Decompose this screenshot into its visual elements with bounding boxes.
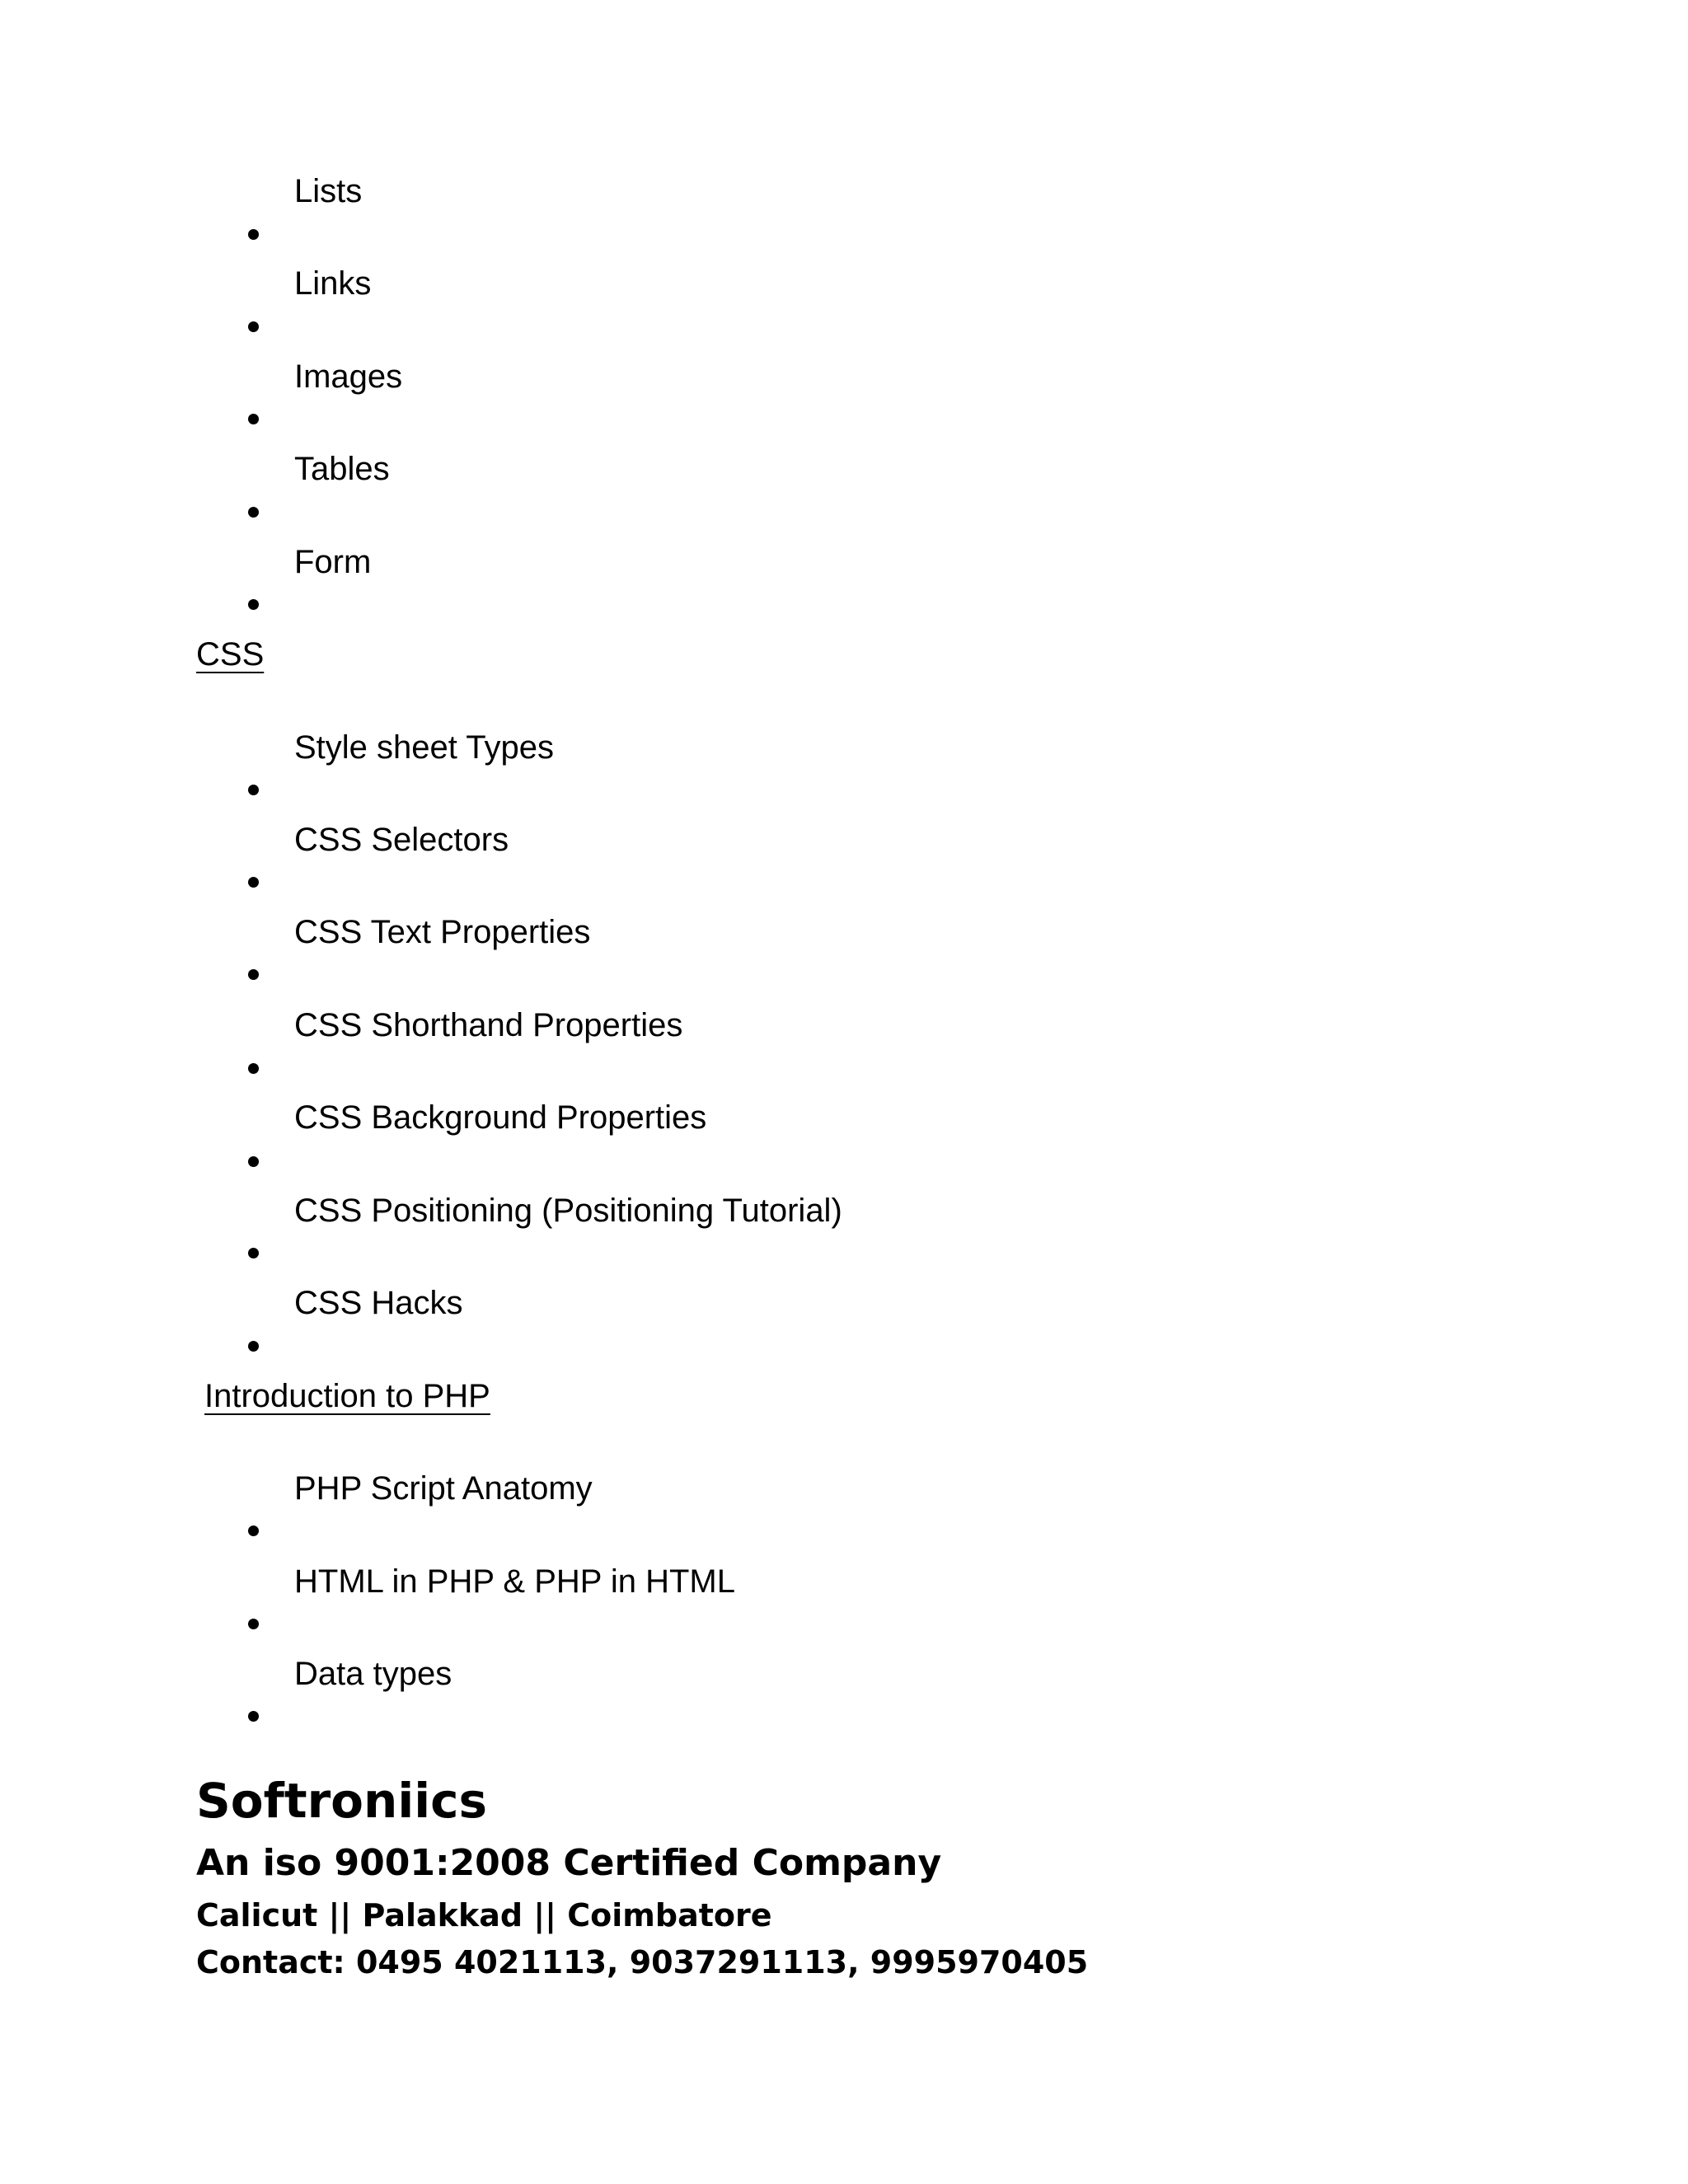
list-item: CSS Background Properties: [294, 1099, 707, 1136]
bullet-icon: [248, 1619, 259, 1629]
company-contact: Contact: 0495 4021113, 9037291113, 9995970405: [196, 1944, 1089, 1980]
company-name: Softroniics: [196, 1773, 487, 1829]
company-tagline: An iso 9001:2008 Certified Company: [196, 1842, 942, 1884]
list-item: CSS Text Properties: [294, 914, 591, 950]
list-item: Data types: [294, 1656, 452, 1692]
bullet-icon: [248, 785, 259, 795]
bullet-icon: [248, 321, 259, 332]
bullet-icon: [248, 229, 259, 240]
list-item: Style sheet Types: [294, 729, 554, 766]
list-item: Images: [294, 359, 403, 395]
list-item: PHP Script Anatomy: [294, 1470, 593, 1507]
bullet-icon: [248, 969, 259, 980]
bullet-icon: [248, 507, 259, 518]
bullet-icon: [248, 1248, 259, 1258]
list-item: Tables: [294, 451, 390, 487]
bullet-icon: [248, 1711, 259, 1722]
bullet-icon: [248, 877, 259, 888]
css-section-heading: CSS: [196, 636, 265, 673]
list-item: Lists: [294, 173, 363, 209]
list-item: CSS Positioning (Positioning Tutorial): [294, 1193, 842, 1229]
bullet-icon: [248, 1063, 259, 1074]
list-item: Links: [294, 265, 372, 302]
bullet-icon: [248, 414, 259, 424]
list-item: CSS Shorthand Properties: [294, 1007, 683, 1043]
bullet-icon: [248, 599, 259, 610]
bullet-icon: [248, 1156, 259, 1167]
list-item: CSS Selectors: [294, 822, 509, 858]
bullet-icon: [248, 1526, 259, 1536]
list-item: HTML in PHP & PHP in HTML: [294, 1563, 735, 1600]
company-cities: Calicut || Palakkad || Coimbatore: [196, 1897, 772, 1933]
list-item: CSS Hacks: [294, 1285, 463, 1321]
php-section-heading: Introduction to PHP: [204, 1378, 490, 1414]
bullet-icon: [248, 1341, 259, 1352]
list-item: Form: [294, 544, 372, 580]
